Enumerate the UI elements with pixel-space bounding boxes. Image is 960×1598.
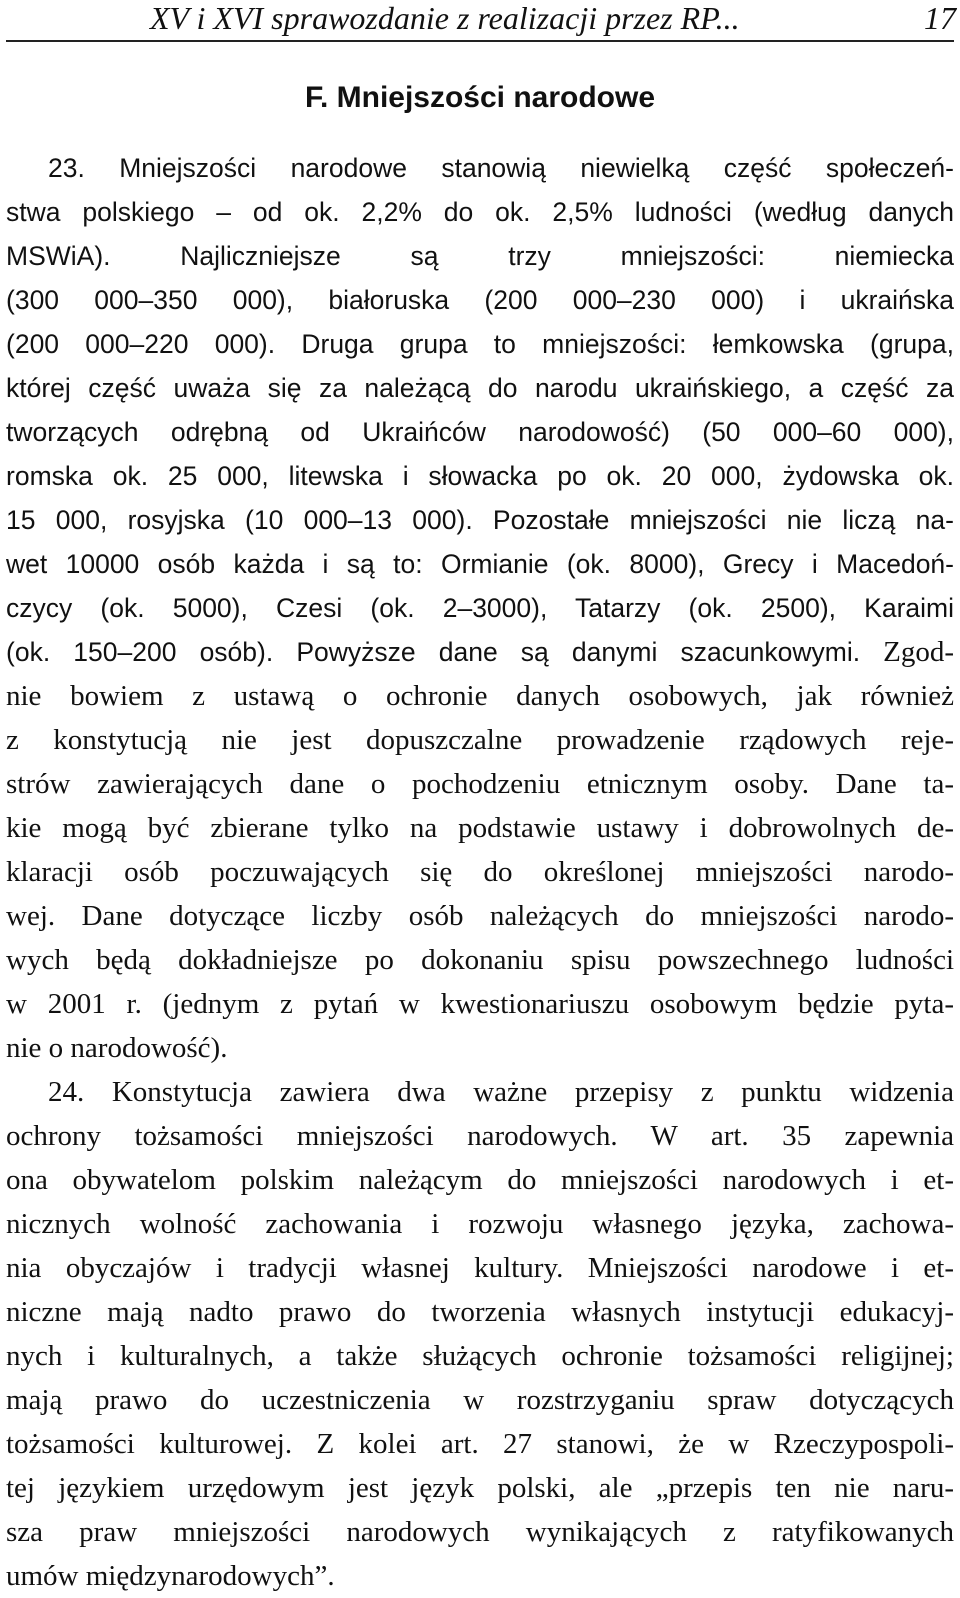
header-rule	[6, 40, 954, 42]
line-segment: Zgod-	[860, 636, 954, 668]
paragraph-23-line: wet 10000 osób każda i są to: Ormianie (ok. 8000), Grecy i Macedoń-	[6, 549, 954, 579]
paragraph-23-line: wej. Dane dotyczące liczby osób należących do mniejszości narodo-	[6, 900, 954, 932]
paragraph-23-line: której część uważa się za należącą do narodu ukraińskiego, a część za	[6, 373, 954, 403]
paragraph-23-line: nie bowiem z ustawą o ochronie danych osobowych, jak również	[6, 680, 954, 712]
paragraph-24-line: tej językiem urzędowym jest język polski, ale „przepis ten nie naru-	[6, 1472, 954, 1504]
paragraph-24-line: umów międzynarodowych”.	[6, 1560, 335, 1592]
paragraph-23-line: w 2001 r. (jednym z pytań w kwestionariuszu osobowym będzie pyta-	[6, 988, 954, 1020]
paragraph-24-line: tożsamości kulturowej. Z kolei art. 27 stanowi, że w Rzeczypospoli-	[6, 1428, 954, 1460]
line-segment: (200 000–220 000).	[6, 329, 276, 359]
paragraph-24-line: mają prawo do uczestniczenia w rozstrzyganiu spraw dotyczących	[6, 1384, 954, 1416]
section-heading: F. Mniejszości narodowe	[304, 81, 656, 114]
paragraph-23-line: z konstytucją nie jest dopuszczalne prowadzenie rządowych reje-	[6, 724, 954, 756]
paragraph-23-line: wych będą dokładniejsze po dokonaniu spisu powszechnego ludności	[6, 944, 954, 976]
paragraph-24-line: ona obywatelom polskim należącym do mniejszości narodowych i et-	[6, 1164, 954, 1196]
paragraph-24-line: sza praw mniejszości narodowych wynikających z ratyfikowanych	[6, 1516, 954, 1548]
line-segment: Druga grupa to mniejszości: łemkowska (grupa,	[275, 329, 954, 359]
paragraph-23-line	[6, 630, 954, 674]
paragraph-24-line: nicznych wolność zachowania i rozwoju własnego języka, zachowa-	[6, 1208, 954, 1240]
paragraph-24-line: nych i kulturalnych, a także służących ochronie tożsamości religijnej;	[6, 1340, 954, 1372]
paragraph-23-line: (300 000–350 000), białoruska (200 000–230 000) i ukraińska	[6, 285, 954, 315]
paragraph-23-line: tworzących odrębną od Ukraińców narodowość) (50 000–60 000),	[6, 417, 954, 447]
running-title: XV i XVI sprawozdanie z realizacji przez RP...	[150, 0, 740, 36]
paragraph-23-line: czycy (ok. 5000), Czesi (ok. 2–3000), Tatarzy (ok. 2500), Karaimi	[6, 593, 954, 623]
paragraph-23-line: 23. Mniejszości narodowe stanowią niewielką część społeczeń-	[48, 153, 954, 183]
paragraph-24-line: niczne mają nadto prawo do tworzenia własnych instytucji edukacyj-	[6, 1296, 954, 1328]
paragraph-24-line: 24. Konstytucja zawiera dwa ważne przepisy z punktu widzenia	[48, 1076, 954, 1108]
document-body	[6, 146, 954, 1598]
page-number: 17	[924, 0, 956, 36]
paragraph-23-line: kie mogą być zbierane tylko na podstawie ustawy i dobrowolnych de-	[6, 812, 954, 844]
paragraph-24-line: ochrony tożsamości mniejszości narodowych. W art. 35 zapewnia	[6, 1120, 954, 1152]
paragraph-23-line: klaracji osób poczuwających się do określonej mniejszości narodo-	[6, 856, 954, 888]
running-header	[0, 0, 960, 40]
paragraph-23-line: romska ok. 25 000, litewska i słowacka po ok. 20 000, żydowska ok.	[6, 461, 954, 491]
paragraph-23-line: 15 000, rosyjska (10 000–13 000). Pozostałe mniejszości nie liczą na-	[6, 505, 954, 535]
paragraph-23-line	[6, 322, 954, 366]
paragraph-23-line: MSWiA). Najliczniejsze są trzy mniejszości: niemiecka	[6, 241, 954, 271]
paragraph-23-line: stwa polskiego – od ok. 2,2% do ok. 2,5% ludności (według danych	[6, 197, 954, 227]
paragraph-23-line: strów zawierających dane o pochodzeniu etnicznym osoby. Dane ta-	[6, 768, 954, 800]
paragraph-23-line: nie o narodowość).	[6, 1032, 228, 1064]
paragraph-24-line: nia obyczajów i tradycji własnej kultury. Mniejszości narodowe i et-	[6, 1252, 954, 1284]
line-segment: (ok. 150–200 osób). Powyższe dane są danymi szacunkowymi.	[6, 637, 861, 667]
